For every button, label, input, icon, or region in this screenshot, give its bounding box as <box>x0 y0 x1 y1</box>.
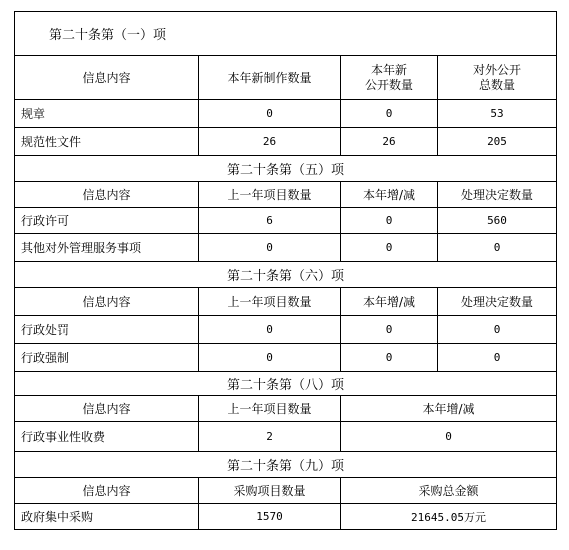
cell-value: 1570 <box>199 504 341 530</box>
header-cell: 本年增/减 <box>341 182 438 208</box>
cell-value: 0 <box>199 100 341 128</box>
cell-value: 0 <box>341 422 557 452</box>
cell-value: 53 <box>438 100 557 128</box>
cell-value: 0 <box>341 208 438 234</box>
section-title: 第二十条第（五）项 <box>15 156 557 182</box>
cell-value: 560 <box>438 208 557 234</box>
section-title-row <box>15 262 557 288</box>
cell-value: 0 <box>438 344 557 372</box>
header-cell: 采购总金额 <box>341 478 557 504</box>
cell-value: 0 <box>341 100 438 128</box>
cell-value: 0 <box>199 234 341 262</box>
cell-value: 0 <box>341 344 438 372</box>
row-label: 政府集中采购 <box>15 504 199 530</box>
header-cell: 信息内容 <box>15 288 199 316</box>
row-label: 规范性文件 <box>15 128 199 156</box>
table-row <box>15 208 557 234</box>
header-row <box>15 288 557 316</box>
cell-value: 0 <box>199 316 341 344</box>
header-cell: 处理决定数量 <box>438 182 557 208</box>
header-cell-line: 对外公开 总数量 <box>473 62 522 92</box>
header-cell: 上一年项目数量 <box>199 288 341 316</box>
cell-value: 6 <box>199 208 341 234</box>
row-label: 其他对外管理服务事项 <box>15 234 199 262</box>
cell-value: 0 <box>341 234 438 262</box>
cell-value: 26 <box>341 128 438 156</box>
cell-value: 2 <box>199 422 341 452</box>
header-cell: 本年增/减 <box>341 396 557 422</box>
section-title: 第二十条第（九）项 <box>15 452 557 478</box>
header-cell: 信息内容 <box>15 478 199 504</box>
header-cell <box>341 56 438 100</box>
cell-value: 0 <box>199 344 341 372</box>
section-title-row <box>15 12 557 56</box>
header-cell: 信息内容 <box>15 396 199 422</box>
header-cell: 信息内容 <box>15 182 199 208</box>
header-cell: 处理决定数量 <box>438 288 557 316</box>
table-row <box>15 316 557 344</box>
row-label: 规章 <box>15 100 199 128</box>
table-row <box>15 234 557 262</box>
section-title: 第二十条第（八）项 <box>15 372 557 396</box>
header-cell: 采购项目数量 <box>199 478 341 504</box>
table-row <box>15 128 557 156</box>
row-label: 行政许可 <box>15 208 199 234</box>
header-cell <box>438 56 557 100</box>
header-row <box>15 56 557 100</box>
table-title: 第二十条第（一）项 <box>15 12 557 56</box>
cell-value: 0 <box>438 234 557 262</box>
cell-value: 26 <box>199 128 341 156</box>
table-row <box>15 344 557 372</box>
header-row <box>15 182 557 208</box>
section-title-row <box>15 156 557 182</box>
header-cell: 本年增/减 <box>341 288 438 316</box>
header-cell: 本年新制作数量 <box>199 56 341 100</box>
row-label: 行政处罚 <box>15 316 199 344</box>
table-row <box>15 504 557 530</box>
section-title-row <box>15 372 557 396</box>
info-disclosure-table <box>14 11 557 530</box>
header-cell-line: 本年新 公开数量 <box>364 62 413 92</box>
header-row <box>15 478 557 504</box>
table-row <box>15 422 557 452</box>
header-row <box>15 396 557 422</box>
cell-value: 21645.05万元 <box>341 504 557 530</box>
table-row <box>15 100 557 128</box>
row-label: 行政事业性收费 <box>15 422 199 452</box>
cell-value: 0 <box>438 316 557 344</box>
header-cell: 上一年项目数量 <box>199 396 341 422</box>
header-cell: 上一年项目数量 <box>199 182 341 208</box>
header-cell: 信息内容 <box>15 56 199 100</box>
section-title-row <box>15 452 557 478</box>
section-title: 第二十条第（六）项 <box>15 262 557 288</box>
cell-value: 205 <box>438 128 557 156</box>
row-label: 行政强制 <box>15 344 199 372</box>
cell-value: 0 <box>341 316 438 344</box>
